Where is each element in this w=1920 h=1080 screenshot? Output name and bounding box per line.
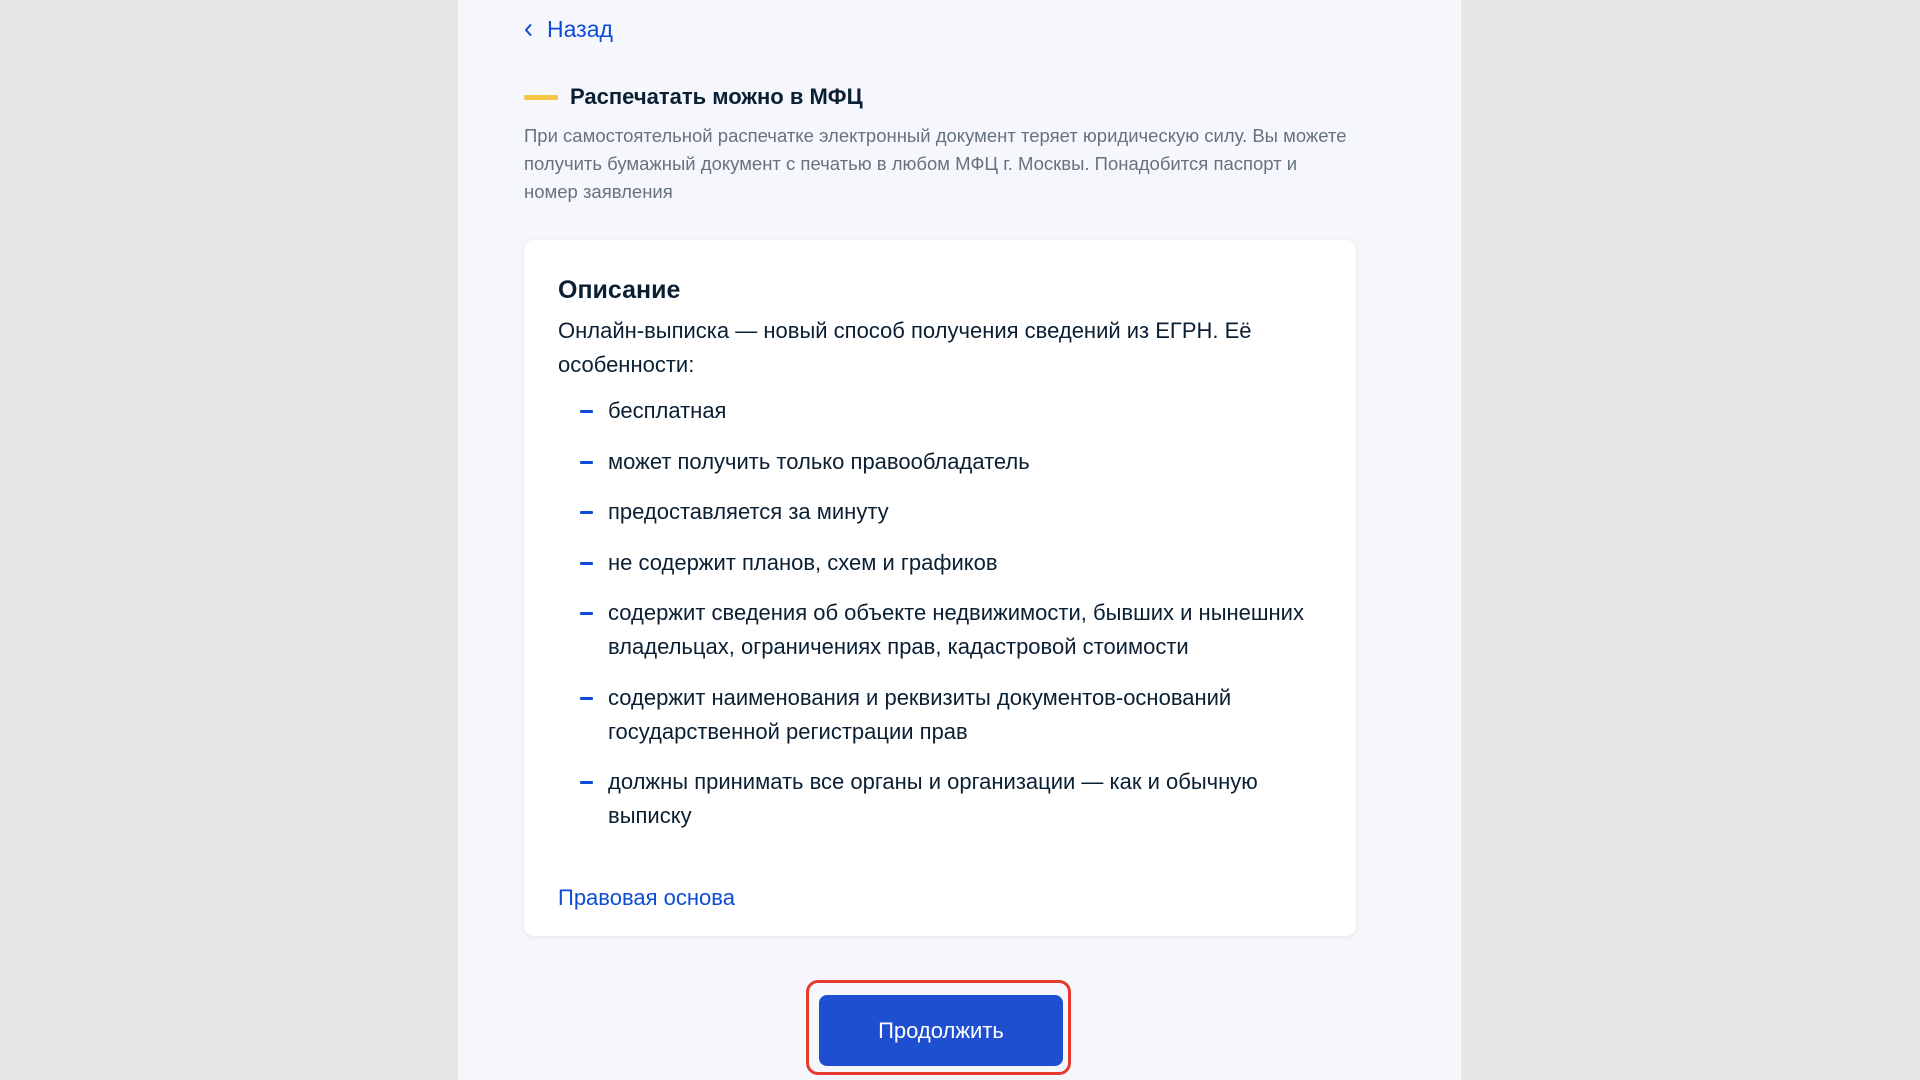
dash-bullet-icon xyxy=(580,562,593,565)
description-card xyxy=(524,240,1356,936)
notice-text: При самостоятельной распечатке электронный документ теряет юридическую силу. Вы можете получить бумажный документ с печатью в любом МФЦ г. Москвы. Понадобится паспорт и номер заявления xyxy=(524,125,1347,202)
back-link[interactable] xyxy=(523,16,613,43)
feature-text: бесплатная xyxy=(608,398,727,423)
back-link-label: Назад xyxy=(547,16,613,42)
dash-bullet-icon xyxy=(580,781,593,784)
feature-item xyxy=(558,546,1322,580)
feature-item xyxy=(558,394,1322,428)
notice-header xyxy=(524,84,1354,110)
feature-item xyxy=(558,681,1322,749)
continue-button[interactable]: Продолжить xyxy=(819,995,1063,1066)
chevron-left-icon xyxy=(523,22,533,38)
dash-bullet-icon xyxy=(580,410,593,413)
feature-item xyxy=(558,445,1322,479)
feature-text: предоставляется за минуту xyxy=(608,499,889,524)
notice-accent-bar xyxy=(524,95,558,100)
print-notice xyxy=(524,84,1354,206)
feature-text: содержит наименования и реквизиты документов-оснований государственной регистрации прав xyxy=(608,684,1232,744)
description-intro: Онлайн-выписка — новый способ получения сведений из ЕГРН. Её особенности: xyxy=(558,318,1252,377)
dash-bullet-icon xyxy=(580,697,593,700)
features-list xyxy=(558,394,1322,833)
page-column xyxy=(458,0,1461,1080)
feature-text: не содержит планов, схем и графиков xyxy=(608,549,998,575)
dash-bullet-icon xyxy=(580,461,593,464)
dash-bullet-icon xyxy=(580,511,593,514)
feature-text: содержит сведения об объекте недвижимости, бывших и нынешних владельцах, ограничениях прав, кадастровой стоимости xyxy=(608,600,1304,659)
continue-button-highlight xyxy=(806,980,1071,1075)
feature-text: может получить только правообладатель xyxy=(608,448,1030,474)
feature-item xyxy=(558,596,1322,664)
feature-item xyxy=(558,495,1322,529)
description-title: Описание xyxy=(558,276,681,304)
dash-bullet-icon xyxy=(580,612,593,615)
legal-basis-link[interactable]: Правовая основа xyxy=(558,884,735,910)
notice-title: Распечатать можно в МФЦ xyxy=(570,84,863,109)
feature-item xyxy=(558,765,1322,833)
feature-text: должны принимать все органы и организации — как и обычную выписку xyxy=(608,769,1258,828)
